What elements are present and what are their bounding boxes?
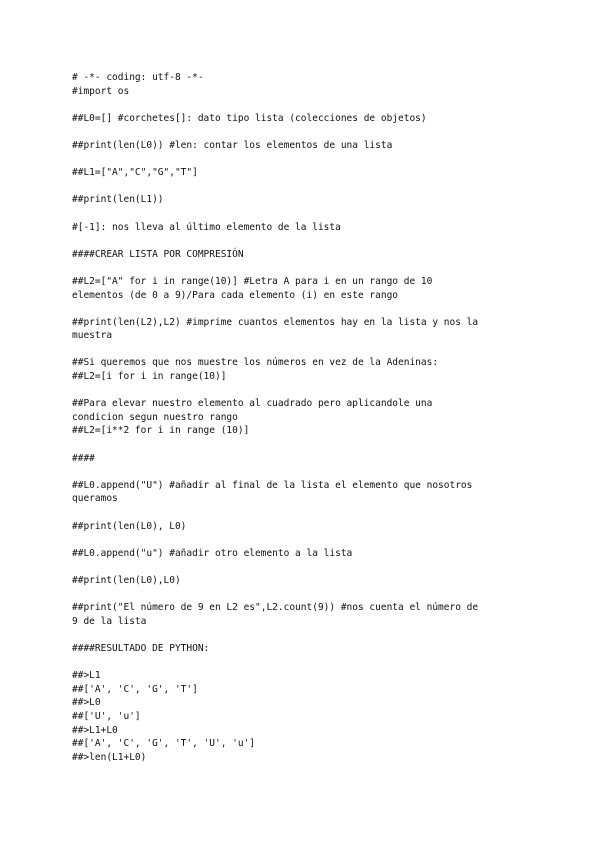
code-line <box>72 506 542 520</box>
code-line: ##L0.append("u") #añadir otro elemento a la lista <box>72 547 353 559</box>
code-line: ##print(len(L0), L0) <box>72 520 187 532</box>
code-line: ##L0.append("U") #añadir al final de la lista el elemento que nosotros <box>72 479 473 491</box>
code-line: condicion segun nuestro rango <box>72 411 238 423</box>
code-line <box>72 656 542 670</box>
code-line: ##>L0 <box>72 697 101 709</box>
code-line: #import os <box>72 85 130 97</box>
code-line: ##>L1 <box>72 670 101 682</box>
code-line: elementos (de 0 a 9)/Para cada elemento (i) en este rango <box>72 289 399 301</box>
code-line: ##Si queremos que nos muestre los números en vez de la Adeninas: <box>72 357 439 369</box>
code-line <box>72 207 542 221</box>
code-line: ##L2=["A" for i in range(10)] #Letra A para i en un rango de 10 <box>72 275 433 287</box>
code-line: ##['U', 'u'] <box>72 710 141 722</box>
code-line: ##L0=[] #corchetes[]: dato tipo lista (colecciones de objetos) <box>72 112 427 124</box>
code-line <box>72 533 542 547</box>
code-line <box>72 465 542 479</box>
code-line: ##['A', 'C', 'G', 'T'] <box>72 683 198 695</box>
code-line <box>72 343 542 357</box>
code-line <box>72 628 542 642</box>
code-line: ##print(len(L2),L2) #imprime cuantos elementos hay en la lista y nos la <box>72 316 479 328</box>
code-line: ####RESULTADO DE PYTHON: <box>72 642 210 654</box>
code-line: queramos <box>72 493 118 505</box>
code-line: ##print(len(L0)) #len: contar los elementos de una lista <box>72 139 393 151</box>
code-line: ##print("El número de 9 en L2 es",L2.count(9)) #nos cuenta el número de <box>72 602 479 614</box>
code-line: ####CREAR LISTA POR COMPRESIÓN <box>72 248 244 260</box>
code-line: ##>len(L1+L0) <box>72 751 147 763</box>
code-line <box>72 560 542 574</box>
code-line: #### <box>72 452 95 464</box>
code-line: ##['A', 'C', 'G', 'T', 'U', 'u'] <box>72 738 256 750</box>
code-line: ##>L1+L0 <box>72 724 118 736</box>
code-line <box>72 588 542 602</box>
code-line: ##print(len(L1)) <box>72 194 164 206</box>
code-line <box>72 98 542 112</box>
code-line: # -*- coding: utf-8 -*- <box>72 72 204 83</box>
code-line <box>72 125 542 139</box>
code-line: ##L2=[i**2 for i in range (10)] <box>72 425 250 437</box>
code-line: ##Para elevar nuestro elemento al cuadrado pero aplicandole una <box>72 398 433 410</box>
code-line <box>72 234 542 248</box>
code-line: #[-1]: nos lleva al último elemento de la lista <box>72 221 341 233</box>
code-line: ##print(len(L0),L0) <box>72 574 181 586</box>
code-line <box>72 261 542 275</box>
code-line <box>72 153 542 167</box>
code-line: ##L2=[i for i in range(10)] <box>72 371 227 383</box>
code-line: muestra <box>72 330 113 342</box>
code-line <box>72 438 542 452</box>
code-document <box>72 71 542 764</box>
code-line: ##L1=["A","C","G","T"] <box>72 167 198 179</box>
code-line <box>72 384 542 398</box>
code-line: 9 de la lista <box>72 615 147 627</box>
code-line <box>72 180 542 194</box>
code-line <box>72 302 542 316</box>
